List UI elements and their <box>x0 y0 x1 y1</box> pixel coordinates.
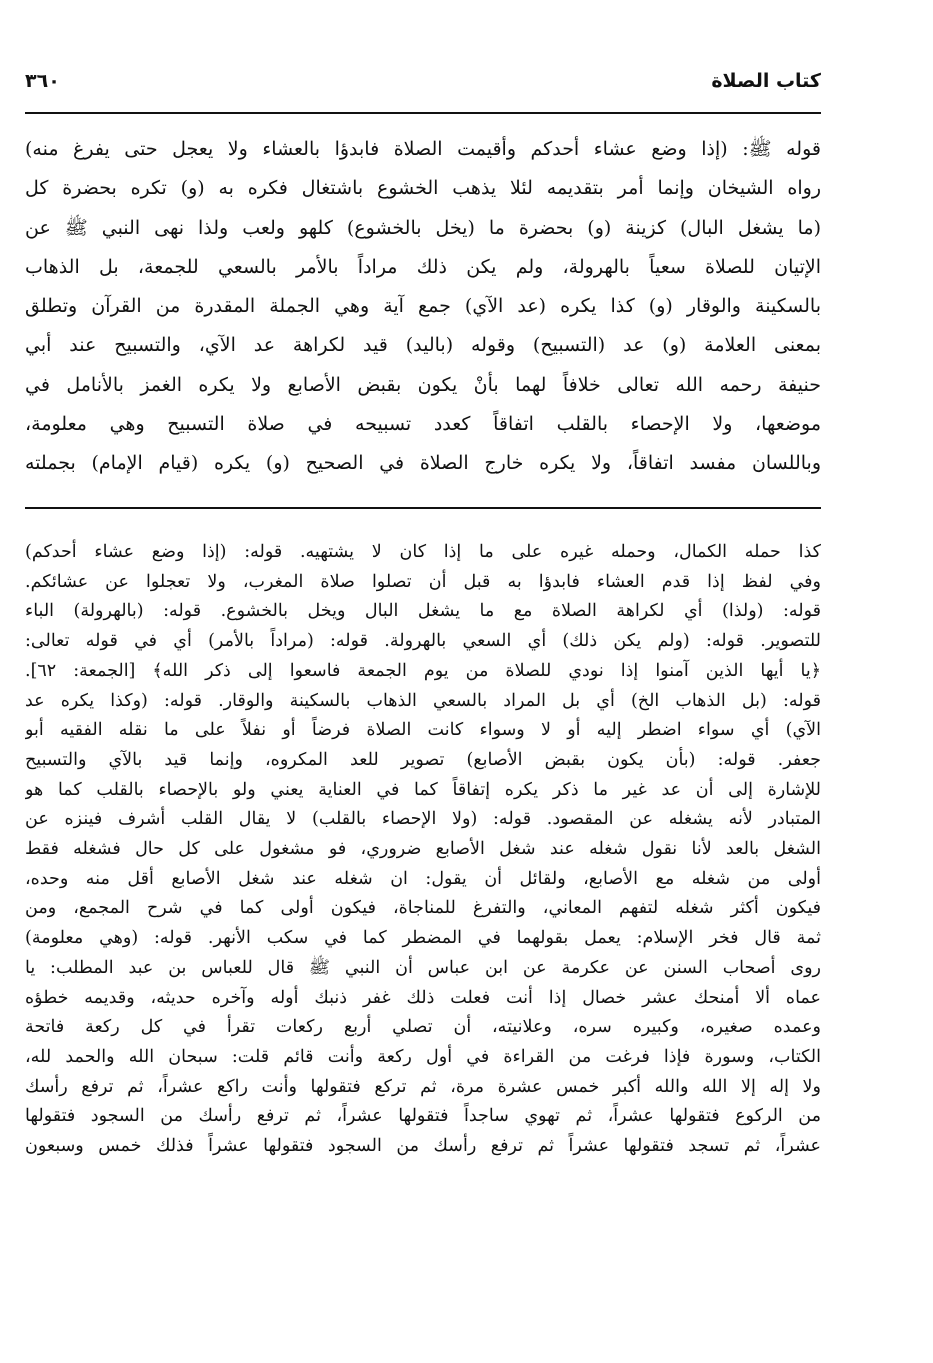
commentary-line: وعمده صغيره، وكبيره سره، وعلانيته، أن تصلي أربع ركعات تقرأ في كل ركعة فاتحة <box>25 1017 821 1038</box>
main-text-line: بمعنى العلامة (و) عد (التسبيح) وقوله (باليد) قيد لكراهة عد الآي، والتسبيح عند أبي <box>25 334 821 357</box>
commentary-line: وفي لفظ إذا قدم العشاء فابدؤا به قبل أن تصلوا صلاة المغرب، ولا تعجلوا عن عشائكم. <box>25 571 821 592</box>
commentary-line: كذا حمله الكمال، وحمله غيره على ما إذا كان لا يشتهيه. قوله: (إذا وضع عشاء أحدكم) <box>25 542 821 562</box>
page-title: كتاب الصلاة <box>711 70 821 92</box>
commentary-text <box>25 538 821 1162</box>
page-header <box>25 70 821 110</box>
commentary-line: ولا إله إلا الله والله أكبر خمس عشرة مرة، ثم تركع فتقولها وأنت راكع عشراً، ثم ترفع رأسك <box>25 1076 821 1097</box>
commentary-line: روى أصحاب السنن عن عكرمة عن ابن عباس أن النبي ﷺ قال للعباس بن عبد المطلب: يا <box>25 957 821 978</box>
commentary-line: ﴿يا أيها الذين آمنوا إذا نودي للصلاة من يوم الجمعة فاسعوا إلى ذكر الله﴾ [الجمعة: ٦٢]. <box>25 660 821 681</box>
page-number: ٣٦٠ <box>25 70 60 92</box>
commentary-line: المتبادر لأنه يشغله عن المقصود. قوله: (ولا الإحصاء بالقلب) لا يقال القلب أشرف فينزه عن <box>25 809 821 830</box>
commentary-line: أولى من شغله مع الأصابع، ولقائل أن يقول: ان شغله عند شغل الأصابع أقل منه وحده، <box>25 868 821 889</box>
main-text <box>25 130 821 484</box>
main-text-line: قوله ﷺ: (إذا وضع عشاء أحدكم وأقيمت الصلاة فابدؤا بالعشاء ولا يعجل حتى يفرغ منه) <box>25 138 821 160</box>
commentary-line: الآي) أي سواء اضطر إليه أو لا وسواء كانت الصلاة فرضاً أو نفلاً على ما نقله الفقيه أبو <box>25 720 821 741</box>
main-text-line: بالسكينة والوقار (و) كذا يكره (عد الآي) جمع آية وهي الجملة المقدرة من القرآن وتطلق <box>25 295 821 318</box>
commentary-line: قوله: (ولذا) أي لكراهة الصلاة مع ما يشغل البال ويخل بالخشوع. قوله: (بالهرولة) الباء <box>25 601 821 622</box>
commentary-line: للإشارة إلى أن عد غير ما ذكر يكره إتفاقاً كما في العناية يعني ولو بالإحصاء بالقلب كما هو <box>25 779 821 800</box>
commentary-line: الشغل بالعد لأنا نقول شغله عند شغل الأصابع ضروري، فو مشغول على كل حال فشغله فقط <box>25 839 821 860</box>
commentary-line: للتصوير. قوله: (ولم يكن ذلك) أي السعي بالهرولة. قوله: (مراداً بالأمر) أي في قوله تعالى: <box>25 631 821 652</box>
commentary-line: عماه ألا أمنحك عشر خصال إذا أنت فعلت ذلك غفر ذنبك أوله وآخره حديثه، وقديمه خطؤه <box>25 987 821 1008</box>
main-text-line: (ما يشغل البال) كزينة (و) بحضرة ما (يخل بالخشوع) كلهو ولعب ولذا نهى النبي ﷺ عن <box>25 216 821 239</box>
main-text-line: الإتيان للصلاة سعياً بالهرولة، ولم يكن ذلك مراداً بالأمر بالسعي للجمعة، بل الذهاب <box>25 255 821 278</box>
commentary-line: الكتاب، وسورة فإذا فرغت من القراءة في أول ركعة وأنت قائم قلت: سبحان الله والحمد لله، <box>25 1046 821 1067</box>
main-text-line: وباللسان مفسد اتفاقاً، ولا يكره خارج الصلاة في الصحيح (و) يكره (قيام الإمام) بجملته <box>25 452 821 475</box>
commentary-line: قوله: (بل الذهاب الخ) أي بل المراد بالسعي الذهاب بالسكينة والوقار. قوله: (وكذا يكره عد <box>25 690 821 711</box>
commentary-line: ثمة قال فخر الإسلام: يعمل بقولهما في المضطر كما في سكب الأنهر. قوله: (وهي معلومة) <box>25 928 821 949</box>
main-text-line: رواه الشيخان وإنما أمر بتقديمه لئلا يذهب الخشوع باشتغال فكره به (و) تكره بحضرة كل <box>25 177 821 200</box>
main-text-line: حنيفة رحمه الله تعالى خلافاً لهما بأنْ يكون بقبض الأصابع ولا يكره الغمز بالأنامل في <box>25 373 821 396</box>
commentary-line: جعفر. قوله: (بأن يكون بقبض الأصابع) تصوير للعد المكروه، وإنما قيد بالآي والتسبيح <box>25 749 821 770</box>
commentary-line: من الركوع فتقولها عشراً، ثم تهوي ساجداً فتقولها عشراً، ثم ترفع رأسك من السجود فتقولها <box>25 1106 821 1127</box>
commentary-line: عشراً، ثم تسجد فتقولها عشراً ثم ترفع رأسك من السجود فتقولها عشراً فذلك خمس وسبعون <box>25 1136 821 1157</box>
main-text-line: موضعها، ولا الإحصاء بالقلب اتفاقاً كعدد تسبيحه في صلاة التسبيح وهي معلومة، <box>25 413 821 436</box>
header-divider <box>25 112 821 114</box>
commentary-divider <box>25 507 821 509</box>
commentary-line: فيكون أكثر شغله لتفهم المعاني، والتفرغ للمناجاة، فيكون أولى كما في شرح المجمع، ومن <box>25 898 821 919</box>
